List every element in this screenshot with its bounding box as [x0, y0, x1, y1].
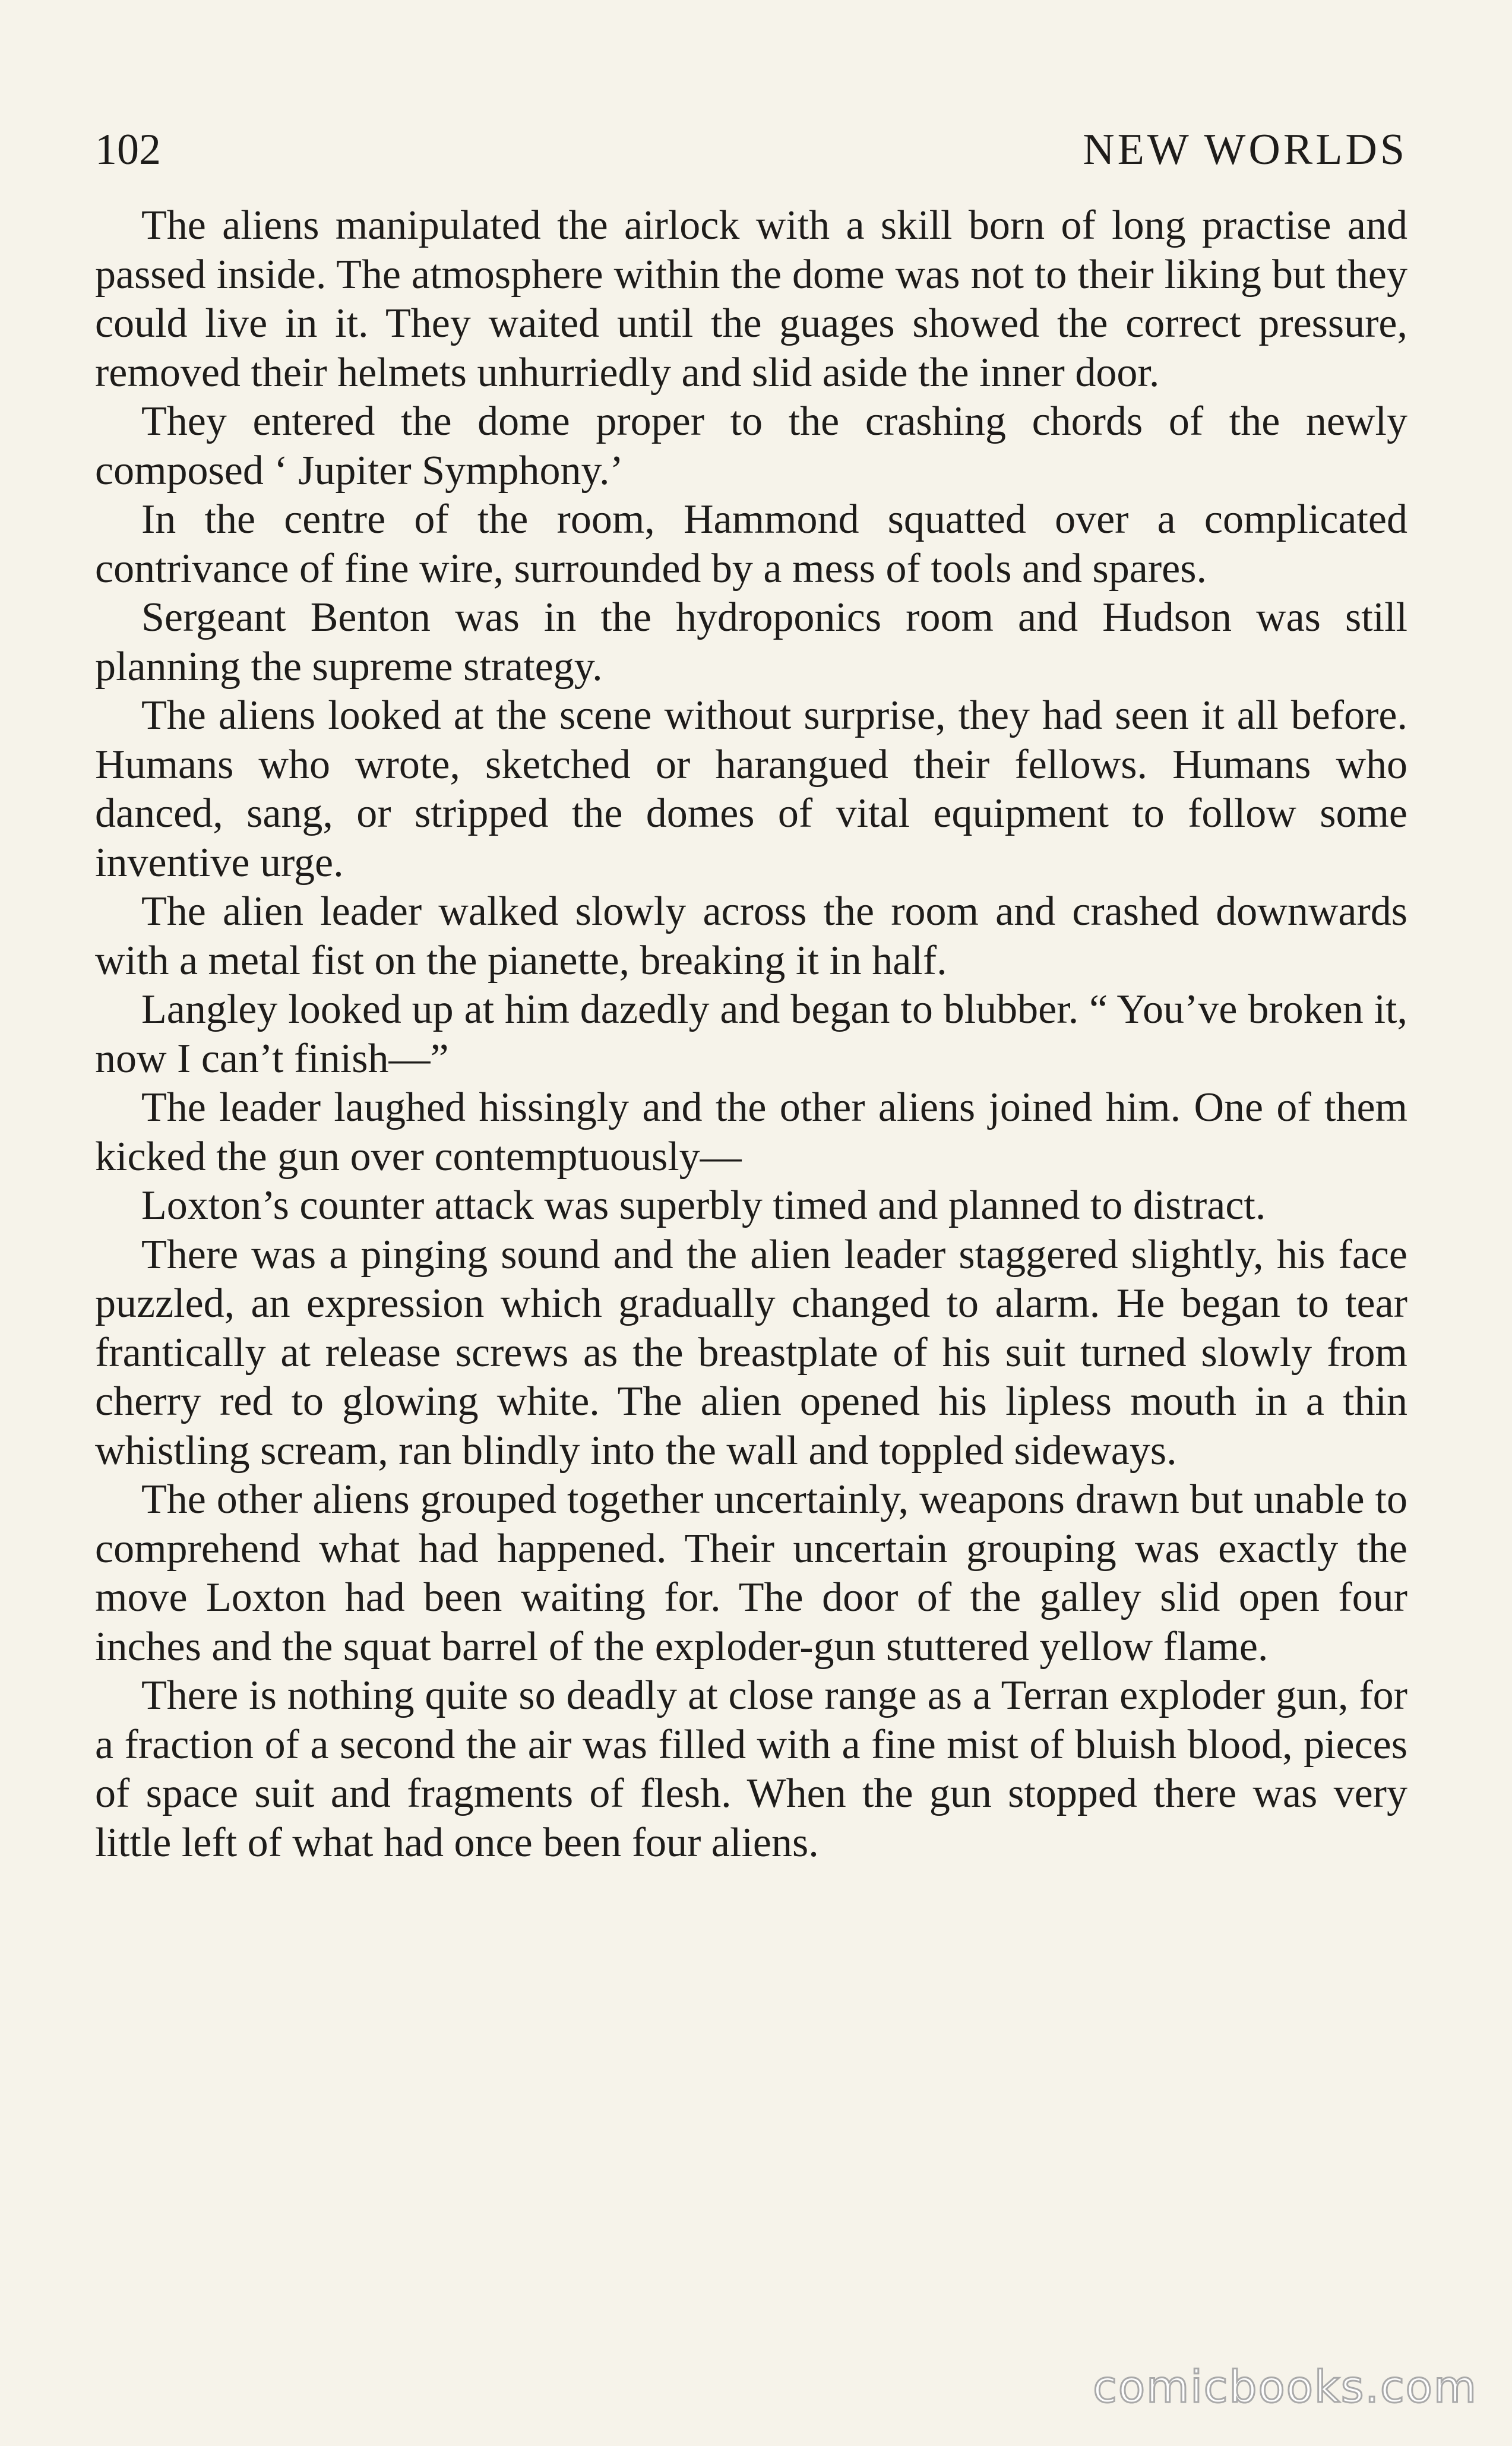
body-text [95, 201, 1407, 1867]
paragraph: Langley looked up at him dazedly and began to blubber. “ You’ve broken it, now I can’t finish—” [95, 987, 1407, 1082]
watermark: comicbooks.com [1093, 2362, 1478, 2413]
paragraph: There was a pinging sound and the alien leader staggered slightly, his face puzzled, an expression which gradually changed to alarm. He began to tear frantically at release screws as the breastplate of his suit turned slowly from cherry red to glowing white. The alien opened his lipless mouth in a thin whistling scream, ran blindly into the wall and toppled sideways. [95, 1231, 1407, 1474]
page-header [95, 125, 1407, 174]
running-title: NEW WORLDS [1083, 125, 1407, 174]
paragraph: The aliens looked at the scene without surprise, they had seen it all before. Humans who wrote, sketched or harangued their fellows. Humans who danced, sang, or stripped the domes of vital equipment to follow some inventive urge. [95, 693, 1407, 886]
book-page [95, 125, 1407, 1867]
paragraph: In the centre of the room, Hammond squatted over a complicated contrivance of fine wire, surrounded by a mess of tools and spares. [95, 497, 1407, 592]
paragraph: The leader laughed hissingly and the other aliens joined him. One of them kicked the gun over contemptuously— [95, 1085, 1407, 1180]
paragraph: There is nothing quite so deadly at close range as a Terran exploder gun, for a fraction of a second the air was filled with a fine mist of bluish blood, pieces of space suit and fragments of flesh. When the gun stopped there was very little left of what had once been four aliens. [95, 1673, 1407, 1866]
paragraph: Sergeant Benton was in the hydroponics room and Hudson was still planning the supreme strategy. [95, 595, 1407, 690]
paragraph: The aliens manipulated the airlock with a skill born of long practise and passed inside. The atmosphere within the dome was not to their liking but they could live in it. They waited until the guages showed the correct pressure, removed their helmets unhurriedly and slid aside the inner door. [95, 203, 1407, 396]
page-number: 102 [95, 125, 161, 174]
paragraph: Loxton’s counter attack was superbly timed and planned to distract. [141, 1183, 1266, 1228]
paragraph: The alien leader walked slowly across the room and crashed downwards with a metal fist on the pianette, breaking it in half. [95, 889, 1407, 984]
paragraph: They entered the dome proper to the crashing chords of the newly composed ‘ Jupiter Symphony.’ [95, 399, 1407, 494]
paragraph: The other aliens grouped together uncertainly, weapons drawn but unable to comprehend what had happened. Their uncertain grouping was exactly the move Loxton had been waiting for. The door of the galley slid open four inches and the squat barrel of the exploder-gun stuttered yellow flame. [95, 1477, 1407, 1670]
